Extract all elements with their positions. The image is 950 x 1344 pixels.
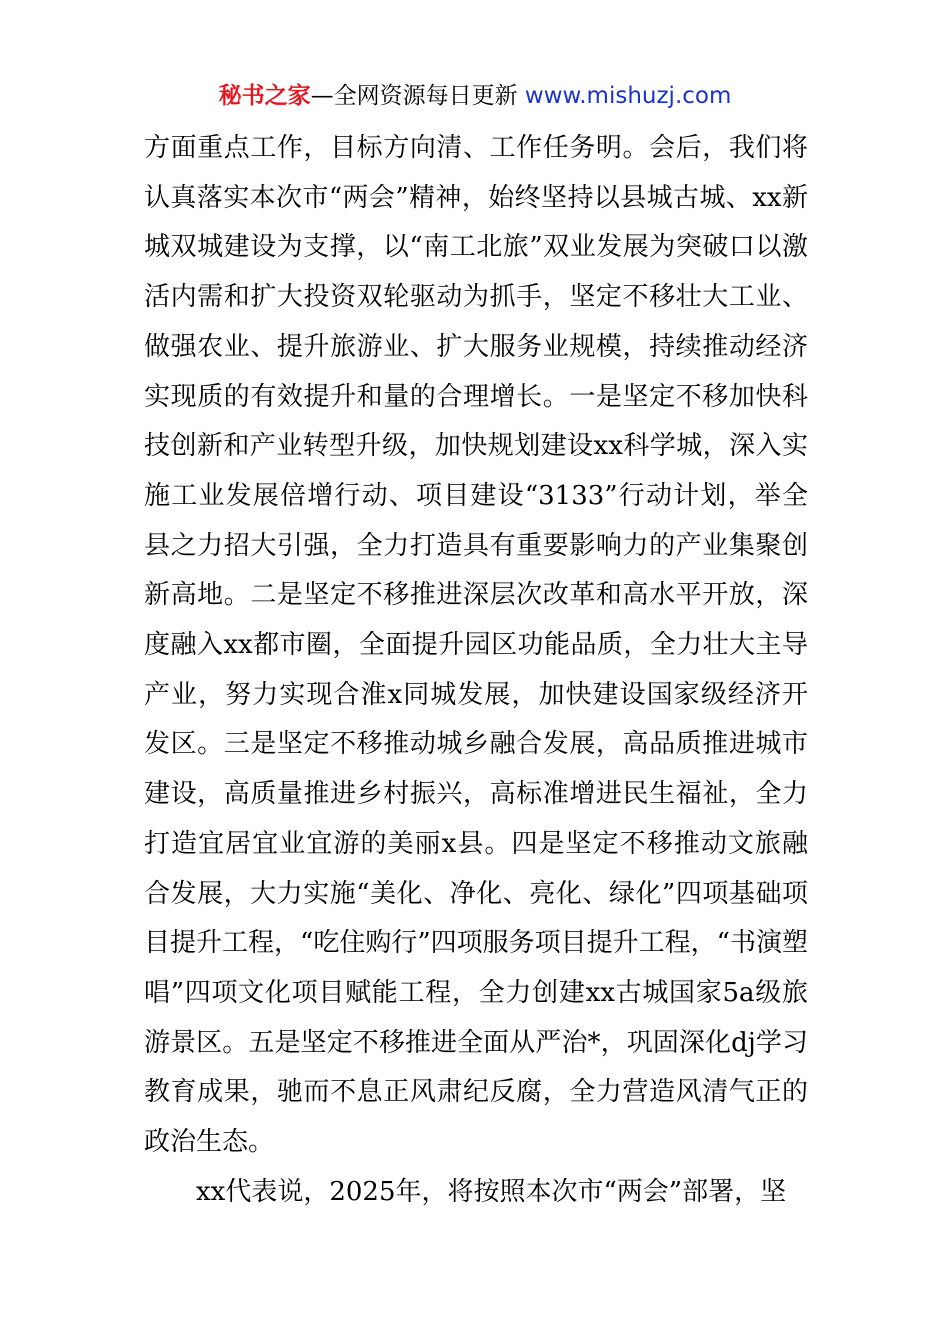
document-body	[144, 124, 808, 1217]
page-header	[0, 80, 950, 112]
website-link[interactable]: www.mishuzj.com	[524, 83, 732, 109]
brand-name: 秘书之家	[218, 83, 311, 109]
header-tagline: —全网资源每日更新	[310, 83, 525, 109]
paragraph-continuation: 方面重点工作，目标方向清、工作任务明。会后，我们将认真落实本次市“两会”精神，始终坚持以县城古城、xx新城双城建设为支撑，以“南工北旅”双业发展为突破口以激活内需和扩大投资双轮驱动为抓手，坚定不移壮大工业、做强农业、提升旅游业、扩大服务业规模，持续推动经济实现质的有效提升和量的合理增长。一是坚定不移加快科技创新和产业转型升级，加快规划建设xx科学城，深入实施工业发展倍增行动、项目建设“3133”行动计划，举全县之力招大引强，全力打造具有重要影响力的产业集聚创新高地。二是坚定不移推进深层次改革和高水平开放，深度融入xx都市圈，全面提升园区功能品质，全力壮大主导产业，努力实现合淮x同城发展，加快建设国家级经济开发区。三是坚定不移推动城乡融合发展，高品质推进城市建设，高质量推进乡村振兴，高标准增进民生福祉，全力打造宜居宜业宜游的美丽x县。四是坚定不移推动文旅融合发展，大力实施“美化、净化、亮化、绿化”四项基础项目提升工程，“吃住购行”四项服务项目提升工程，“书演塑唱”四项文化项目赋能工程，全力创建xx古城国家5a级旅游景区。五是坚定不移推进全面从严治*，巩固深化dj学习教育成果，驰而不息正风肃纪反腐，全力营造风清气正的政治生态。	[144, 133, 808, 1158]
paragraph-representative-remarks: xx代表说，2025年，将按照本次市“两会”部署，坚	[196, 1176, 787, 1207]
